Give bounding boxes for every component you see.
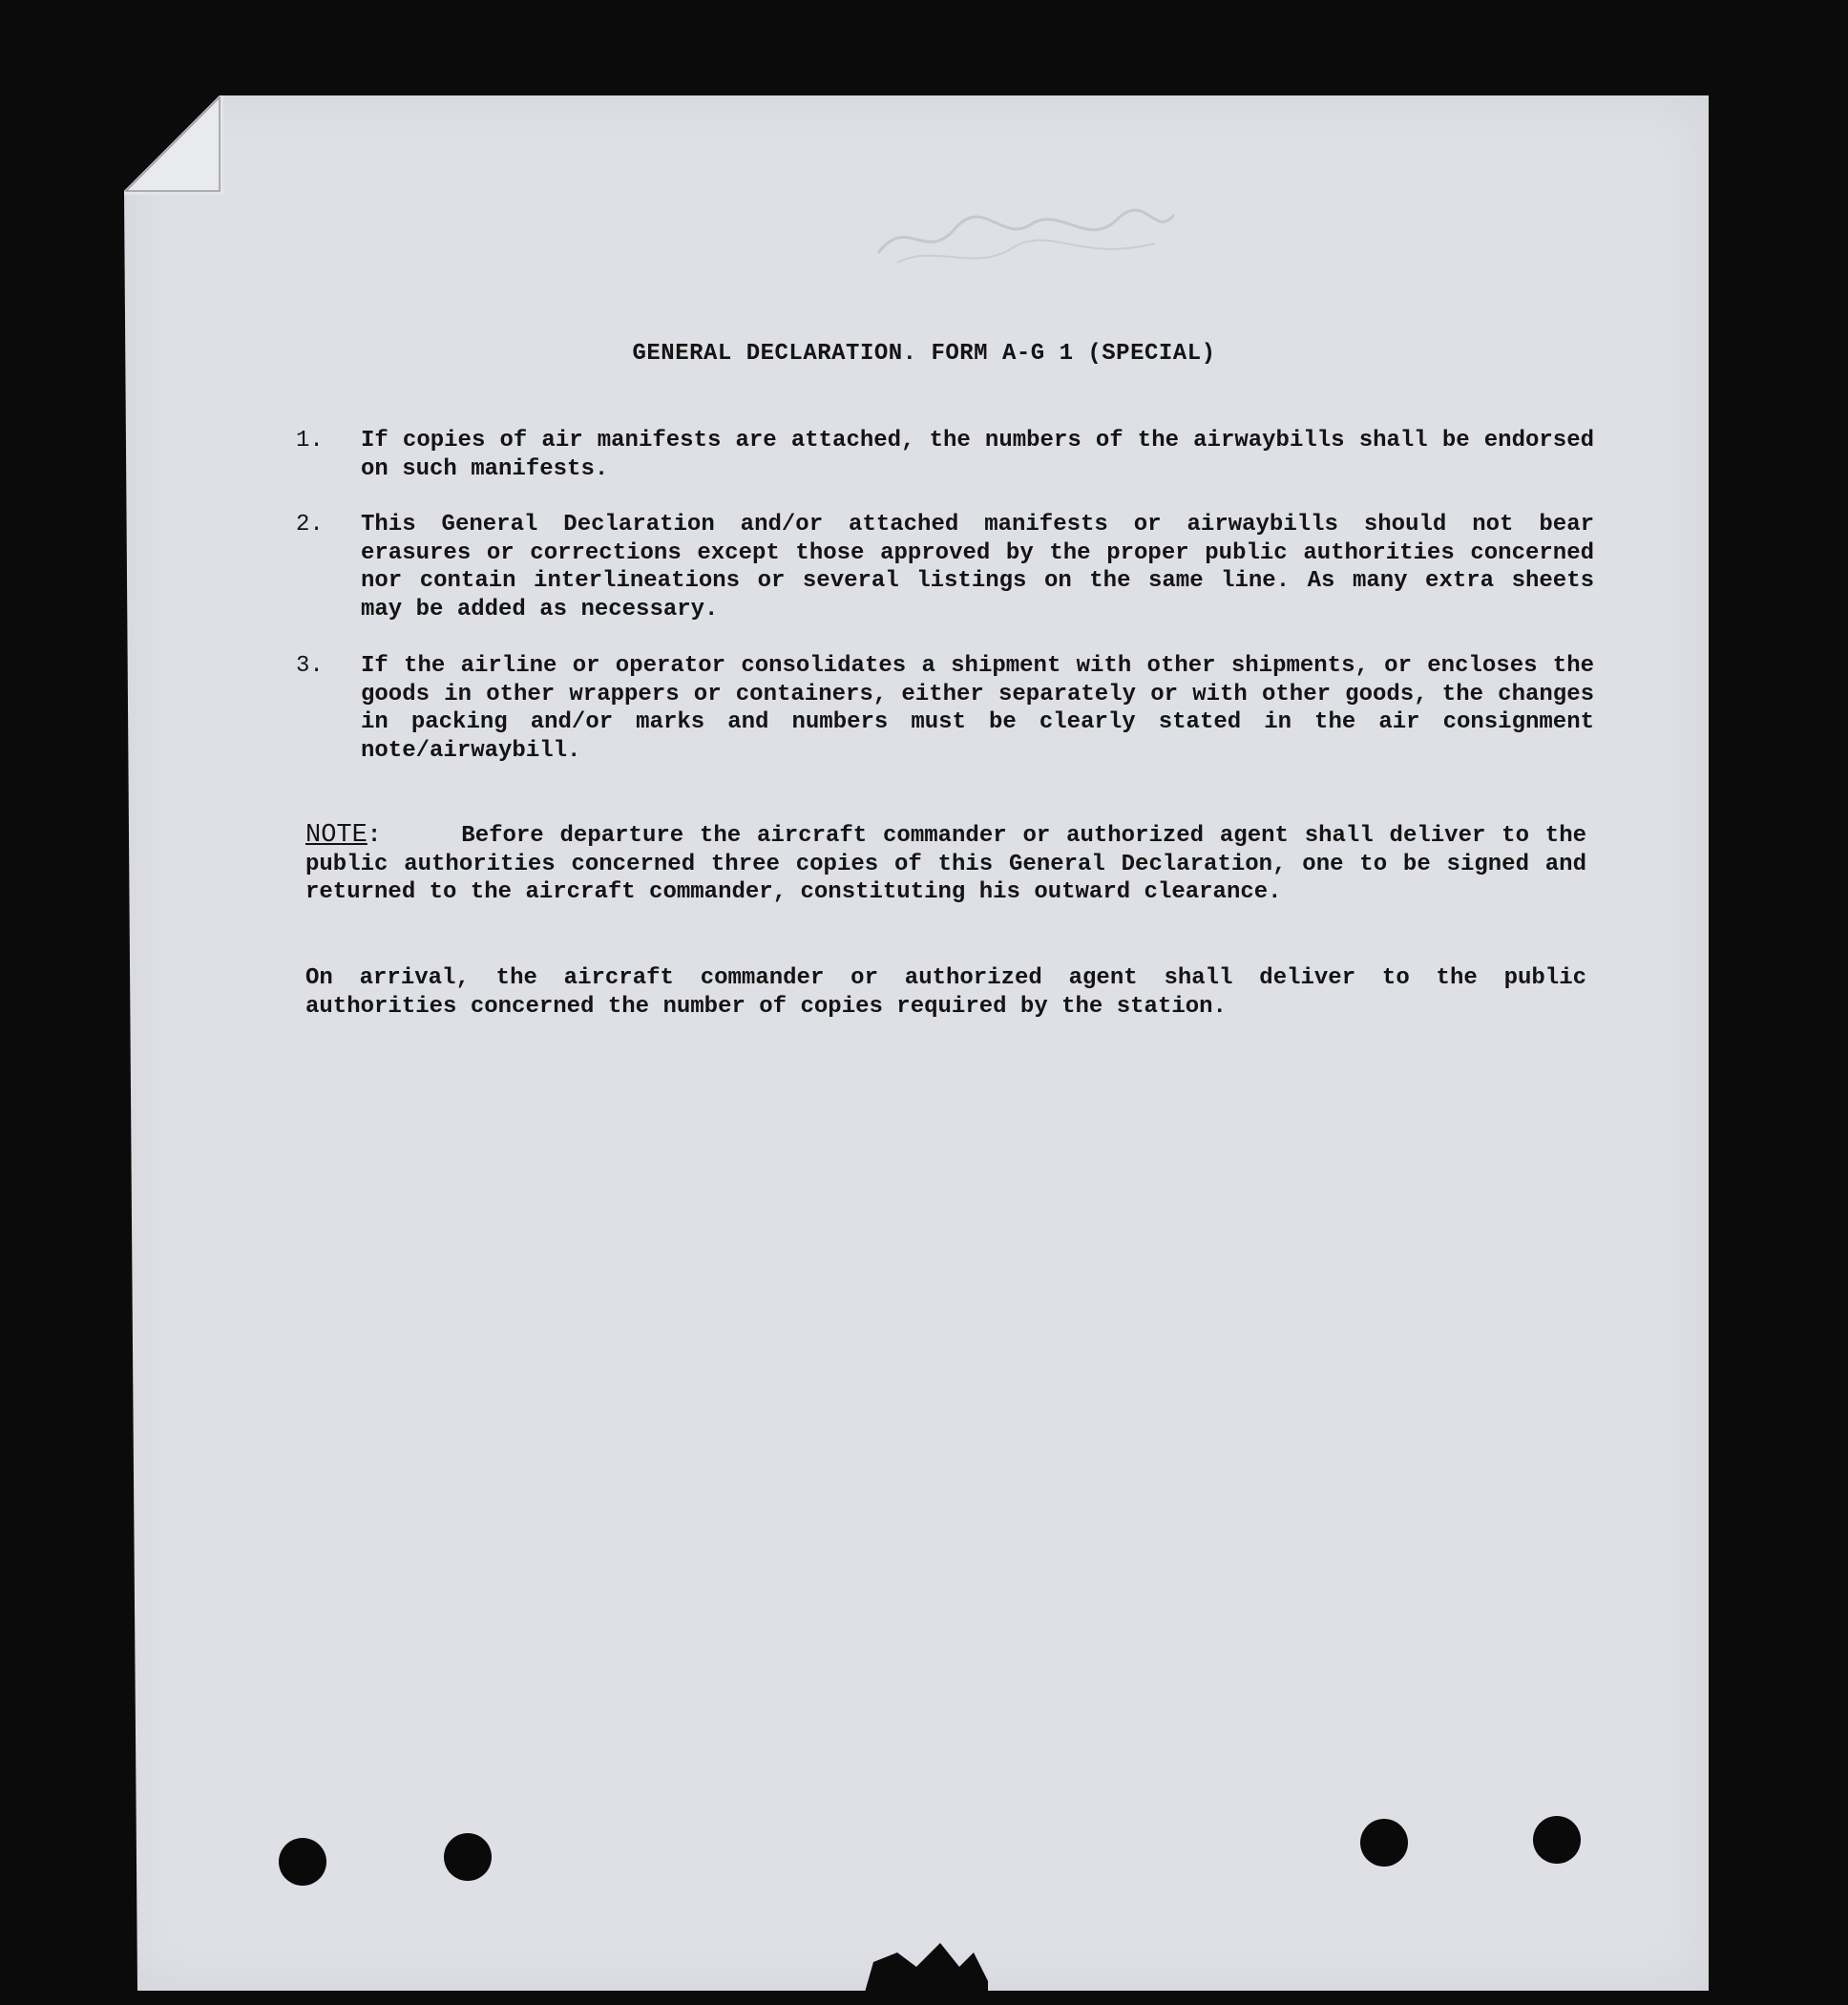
note-paragraph bbox=[305, 822, 1586, 907]
instruction-item-1 bbox=[296, 427, 1594, 483]
note-text: Before departure the aircraft commander or authorized agent shall deliver to the public authorities concerned three copies of this General Declaration, one to be signed and returned to the aircraft commander, constituting his outward clearance. bbox=[305, 823, 1587, 905]
item-number: 3. bbox=[296, 653, 324, 679]
item-number: 1. bbox=[296, 428, 324, 454]
document-page bbox=[124, 95, 1709, 1991]
folded-corner bbox=[124, 95, 223, 195]
bleed-through-handwriting bbox=[869, 196, 1184, 282]
arrival-paragraph: On arrival, the aircraft commander or authorized agent shall deliver to the public authorities concerned the number of copies required by the station. bbox=[305, 965, 1586, 1020]
item-text: This General Declaration and/or attached manifests or airwaybills should not bear erasures or corrections except those approved by the proper public authorities concerned nor contain interlineations or several listings on the same line. As many extra sheets may be added as necessary. bbox=[361, 512, 1594, 623]
note-colon: : bbox=[367, 823, 382, 849]
note-label: NOTE bbox=[305, 821, 368, 850]
punch-hole bbox=[1360, 1819, 1408, 1867]
instruction-item-3 bbox=[296, 652, 1594, 765]
item-text: If copies of air manifests are attached, the numbers of the airwaybills shall be endorsed on such manifests. bbox=[361, 428, 1594, 482]
punch-hole bbox=[444, 1833, 492, 1881]
torn-edge bbox=[864, 1924, 988, 1995]
item-text: If the airline or operator consolidates a shipment with other shipments, or encloses the goods in other wrappers or containers, either separately or with other goods, the changes in packing and/or marks and numbers must be clearly stated in the air consignment note/airwaybill. bbox=[361, 653, 1594, 764]
punch-hole bbox=[279, 1838, 326, 1886]
form-title: GENERAL DECLARATION. FORM A-G 1 (SPECIAL) bbox=[632, 341, 1216, 367]
item-number: 2. bbox=[296, 512, 324, 538]
punch-hole bbox=[1533, 1816, 1581, 1864]
instruction-item-2 bbox=[296, 511, 1594, 623]
